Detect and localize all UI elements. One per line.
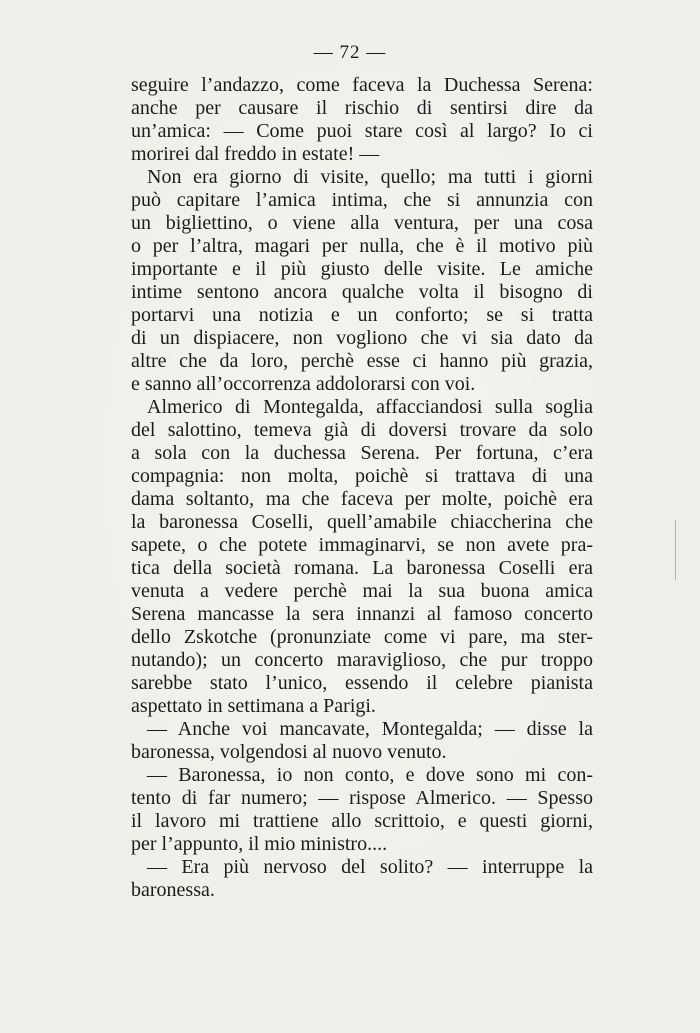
text-line: altre che da loro, perchè esse ci hanno più grazia, [131,350,593,372]
text-line: nutando); un concerto maraviglioso, che pur troppo [131,649,593,671]
text-line: — Baronessa, io non conto, e dove sono mi con- [147,764,593,786]
text-line: intime sentono ancora qualche volta il bisogno di [131,281,593,303]
text-line: Almerico di Montegalda, affacciandosi sulla soglia [147,396,593,418]
text-line: di un dispiacere, non vogliono che vi sia dato da [131,327,593,349]
text-line: venuta a vedere perchè mai la sua buona amica [131,580,593,602]
text-line: sarebbe stato l’unico, essendo il celebre pianista [131,672,593,694]
text-line: per l’appunto, il mio ministro.... [131,833,388,855]
text-line: Serena mancasse la sera innanzi al famoso concerto [131,603,593,625]
text-line: tento di far numero; — rispose Almerico. — Spesso [131,787,593,809]
text-line: il lavoro mi trattiene allo scrittoio, e questi giorni, [131,810,593,832]
text-line: sapete, o che potete immaginarvi, se non avete pra- [131,534,593,556]
text-line: Non era giorno di visite, quello; ma tutti i giorni [147,166,593,188]
text-line: dama soltanto, ma che faceva per molte, poichè era [131,488,593,510]
text-line: un’amica: — Come puoi stare così al largo? Io ci [131,120,593,142]
text-line: baronessa, volgendosi al nuovo venuto. [131,741,447,763]
body-text [131,74,593,902]
text-line: — Anche voi mancavate, Montegalda; — disse la [147,718,593,740]
text-line: dello Zskotche (pronunziate come vi pare, ma ster- [131,626,593,648]
text-line: anche per causare il rischio di sentirsi dire da [131,97,593,119]
text-line: portarvi una notizia e un conforto; se si tratta [131,304,593,326]
text-line: un bigliettino, o viene alla ventura, per una cosa [131,212,593,234]
page-edge-mark [675,520,682,580]
text-line: può capitare l’amica intima, che si annunzia con [131,189,593,211]
text-line: seguire l’andazzo, come faceva la Duchessa Serena: [131,74,593,96]
text-line: o per l’altra, magari per nulla, che è il motivo più [131,235,593,257]
text-line: la baronessa Coselli, quell’amabile chiaccherina che [131,511,593,533]
text-line: a sola con la duchessa Serena. Per fortuna, c’era [131,442,593,464]
text-line: del salottino, temeva già di doversi trovare da solo [131,419,593,441]
text-line: e sanno all’occorrenza addolorarsi con voi. [131,373,476,395]
text-line: baronessa. [131,879,215,901]
page-number: — 72 — [313,42,387,63]
text-line: aspettato in settimana a Parigi. [131,695,376,717]
text-line: importante e il più giusto delle visite. Le amiche [131,258,593,280]
text-line: morirei dal freddo in estate! — [131,143,380,165]
text-line: — Era più nervoso del solito? — interruppe la [147,856,593,878]
text-line: compagnia: non molta, poichè si trattava di una [131,465,593,487]
text-line: tica della società romana. La baronessa Coselli era [131,557,593,579]
